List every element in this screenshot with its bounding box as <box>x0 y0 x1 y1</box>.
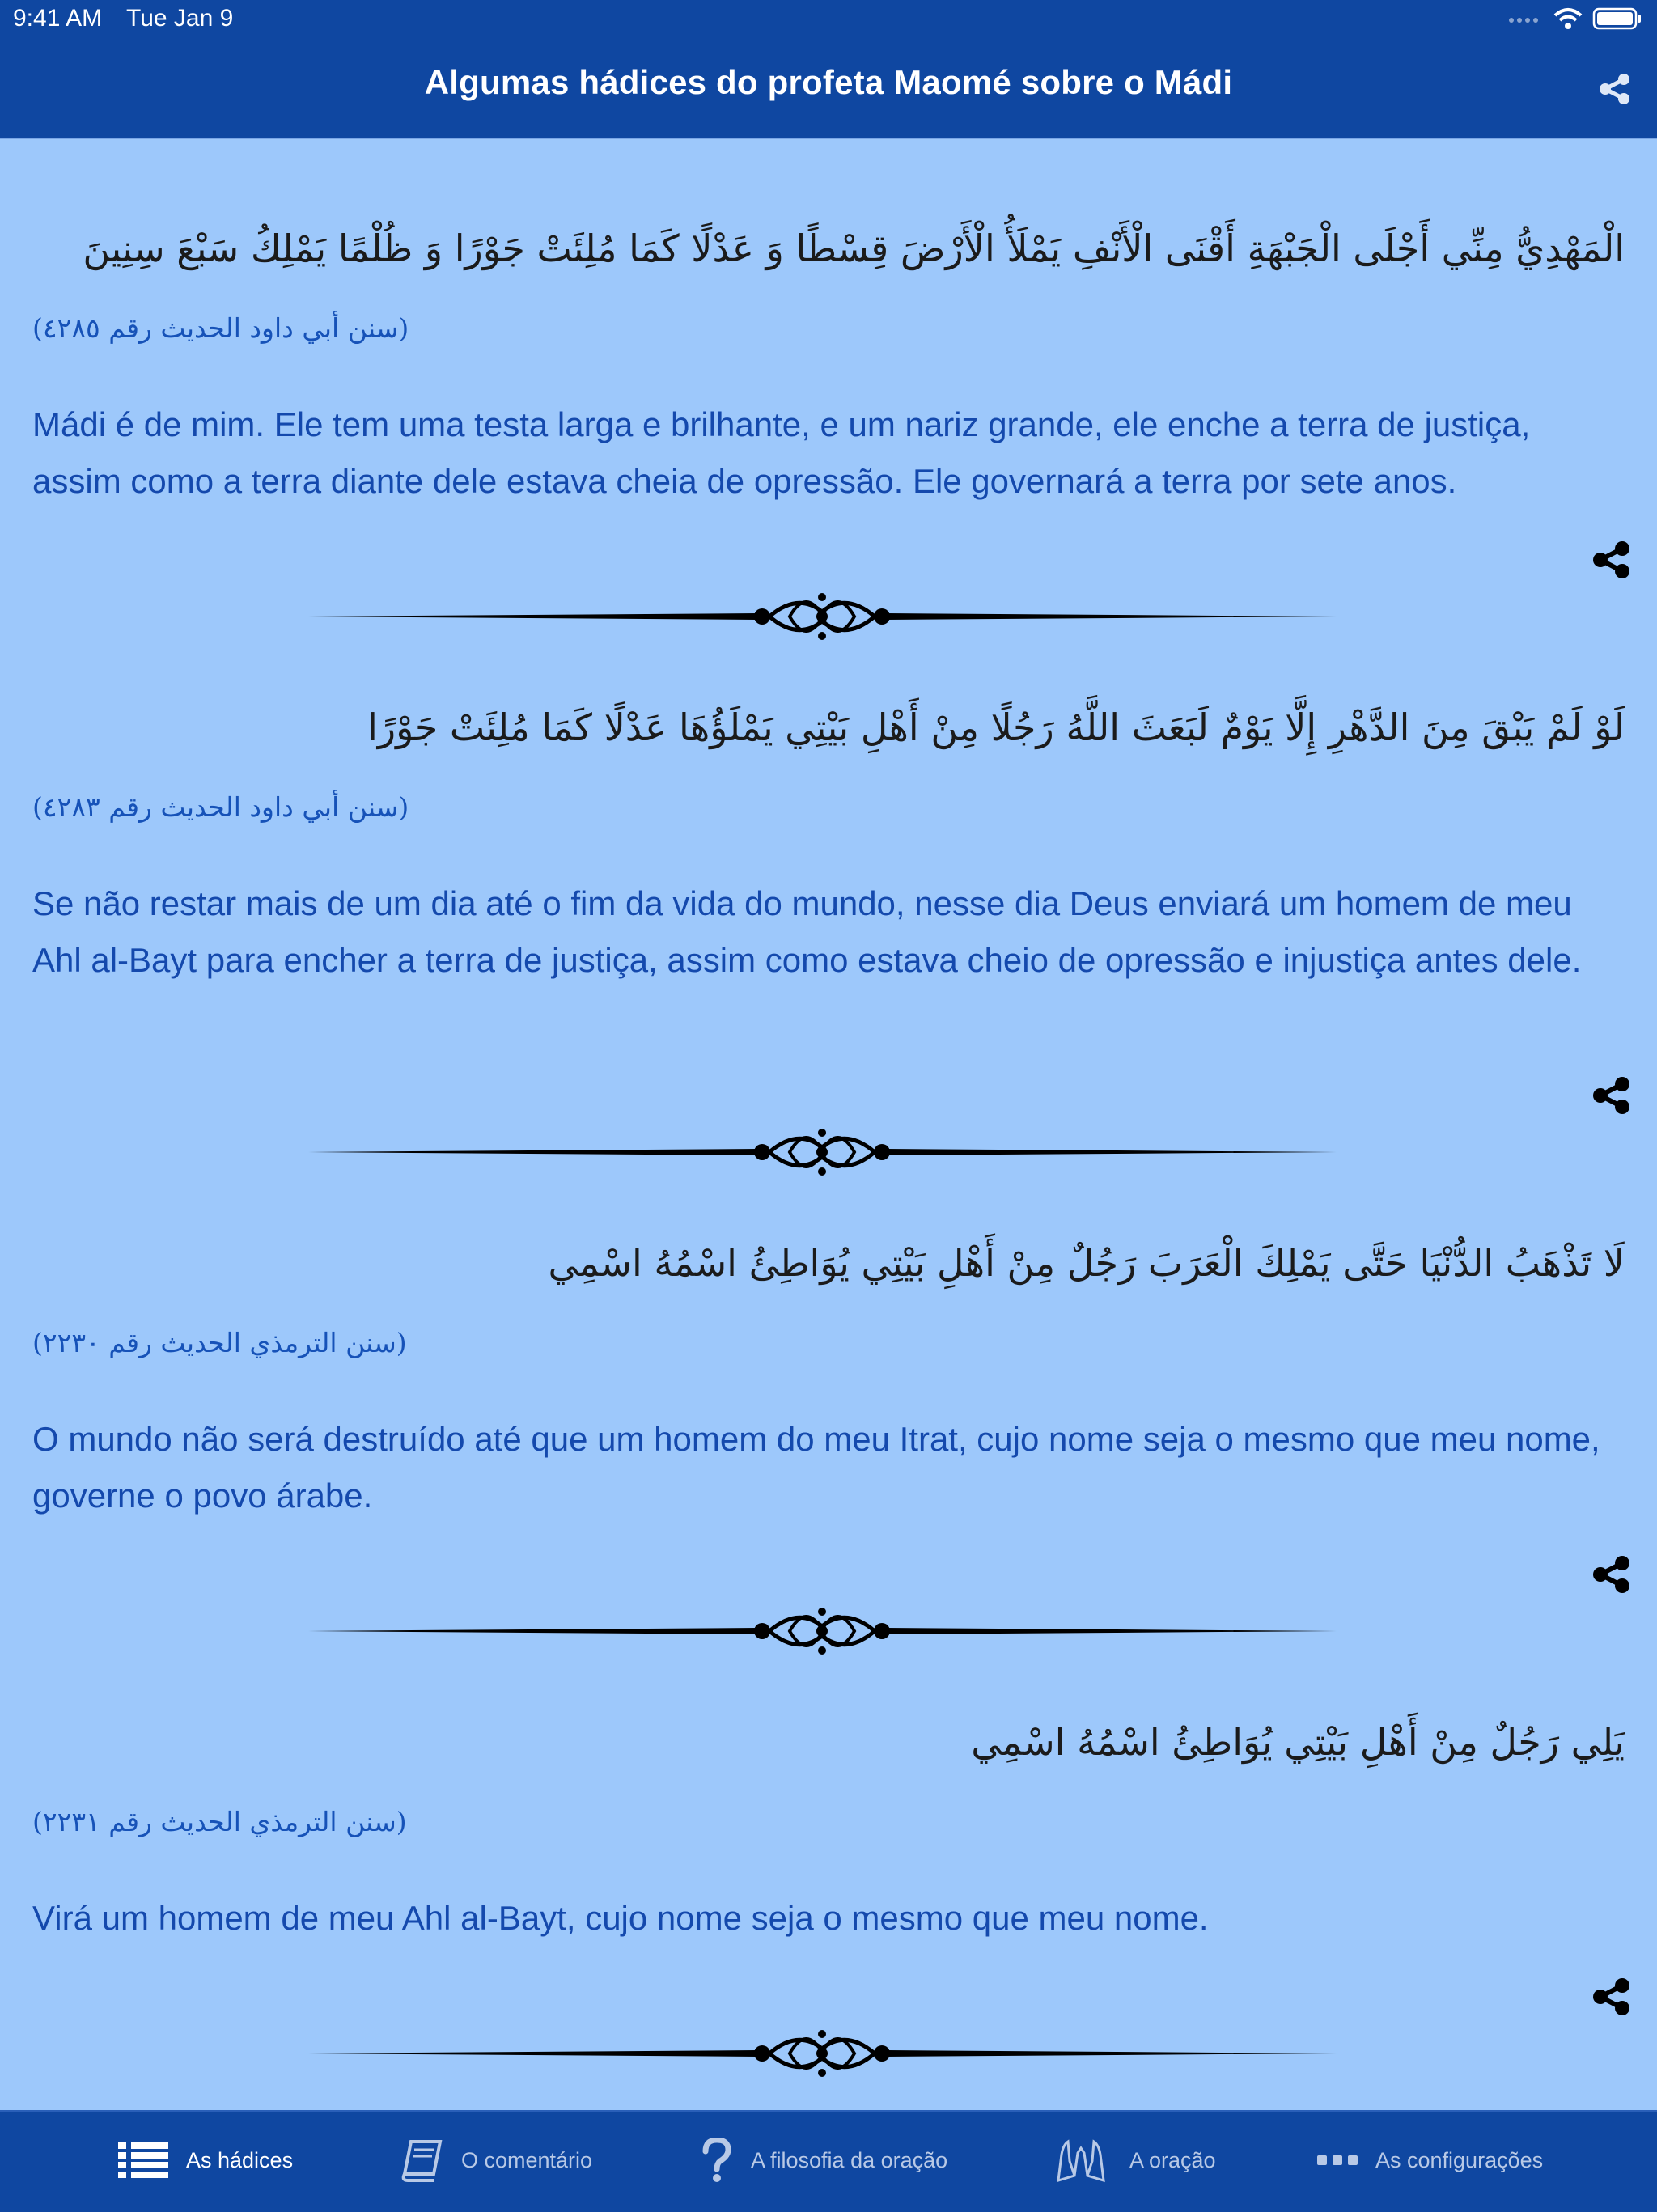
list-icon <box>118 2141 168 2180</box>
hadith-source: (سنن الترمذي الحديث رقم ٢٢٣٠) <box>32 1327 407 1358</box>
status-time: 9:41 AM <box>13 5 103 32</box>
question-icon <box>701 2138 733 2182</box>
hadith-translation: Mádi é de mim. Ele tem uma testa larga e brilhante, e um nariz grande, ele enche a terra de justiça, assim como a terra diante dele estava cheia de opressão. Ele governará a terra por sete anos. <box>32 405 1531 500</box>
wifi-icon <box>1553 7 1583 30</box>
tab-settings[interactable] <box>1317 2136 1543 2184</box>
tab-label: As configurações <box>1375 2147 1544 2172</box>
tab-hadiths[interactable] <box>118 2136 293 2184</box>
page-title: Algumas hádices do profeta Maomé sobre o Mádi <box>424 63 1233 101</box>
hadith-arabic-text: الْمَهْدِيُّ مِنِّي أَجْلَى الْجَبْهَةِ أَقْنَى الْأَنْفِ يَمْلَأُ الْأَرْضَ قِسْطًا وَ عَدْلًا كَمَا مُلِئَتْ جَوْرًا وَ ظُلْمًا يَمْلِكُ سَبْعَ سِنِينَ <box>83 227 1625 270</box>
share-icon[interactable] <box>1591 1976 1633 2018</box>
status-bar <box>0 0 1657 40</box>
tab-commentary[interactable] <box>400 2136 592 2184</box>
battery-icon <box>1592 6 1642 31</box>
ornament-divider <box>304 584 1340 649</box>
hadith-source: (سنن الترمذي الحديث رقم ٢٢٣١) <box>32 1806 407 1837</box>
share-icon[interactable] <box>1591 1074 1633 1117</box>
tab-bar <box>0 2110 1657 2212</box>
more-icon <box>1317 2152 1358 2168</box>
tab-label: A filosofia da oração <box>751 2147 948 2172</box>
hadith-arabic-text: لَوْ لَمْ يَبْقَ مِنَ الدَّهْرِ إِلَّا يَوْمٌ لَبَعَثَ اللَّهُ رَجُلًا مِنْ أَهْلِ بَيْتِي يَمْلَؤُهَا عَدْلًا كَمَا مُلِئَتْ جَوْرًا <box>367 706 1625 749</box>
ornament-divider <box>304 1599 1340 1663</box>
ornament-divider <box>304 1120 1340 1184</box>
status-indicators <box>1508 6 1642 31</box>
signal-icon <box>1508 12 1544 25</box>
hadith-translation: O mundo não será destruído até que um homem do meu Itrat, cujo nome seja o mesmo que meu nome, governe o povo árabe. <box>32 1420 1600 1515</box>
book-icon <box>400 2138 443 2182</box>
hadith-source: (سنن أبي داود الحديث رقم ٤٢٨٥) <box>32 312 409 344</box>
share-icon[interactable] <box>1597 71 1633 107</box>
tab-prayer[interactable] <box>1050 2136 1216 2184</box>
status-date: Tue Jan 9 <box>126 5 234 32</box>
praying-hands-icon <box>1050 2137 1112 2184</box>
tab-label: As hádices <box>186 2147 294 2172</box>
hadith-arabic-text: لَا تَذْهَبُ الدُّنْيَا حَتَّى يَمْلِكَ الْعَرَبَ رَجُلٌ مِنْ أَهْلِ بَيْتِي يُوَاطِئُ اسْمُهُ اسْمِي <box>548 1241 1625 1285</box>
tab-prayer-philosophy[interactable] <box>701 2136 947 2184</box>
navigation-bar <box>0 40 1657 139</box>
share-icon[interactable] <box>1591 1553 1633 1595</box>
hadith-source: (سنن أبي داود الحديث رقم ٤٢٨٣) <box>32 791 409 823</box>
hadith-translation: Se não restar mais de um dia até o fim da vida do mundo, nesse dia Deus enviará um homem de meu Ahl al-Bayt para encher a terra de justiça, assim como estava cheio de opressão e injustiça antes dele. <box>32 884 1582 979</box>
hadith-arabic-text: يَلِي رَجُلٌ مِنْ أَهْلِ بَيْتِي يُوَاطِئُ اسْمُهُ اسْمِي <box>971 1720 1625 1764</box>
hadith-list[interactable] <box>0 139 1657 2110</box>
tab-label: A oração <box>1129 2147 1216 2172</box>
share-icon[interactable] <box>1591 539 1633 581</box>
tab-label: O comentário <box>461 2147 593 2172</box>
hadith-translation: Virá um homem de meu Ahl al-Bayt, cujo nome seja o mesmo que meu nome. <box>32 1899 1209 1937</box>
ornament-divider <box>304 2021 1340 2086</box>
